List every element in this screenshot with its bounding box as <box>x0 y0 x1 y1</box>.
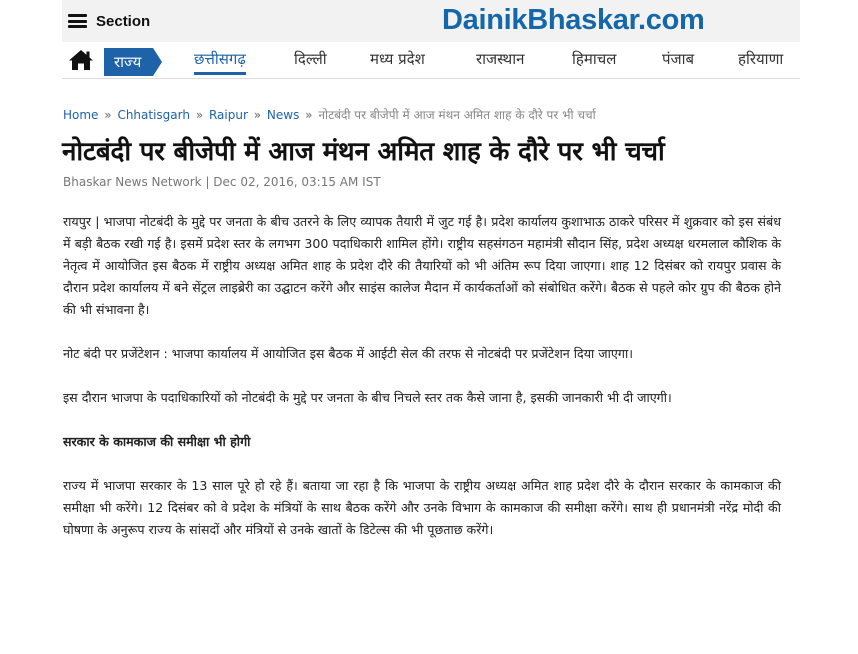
breadcrumb-separator: » <box>305 108 313 122</box>
top-bar <box>62 0 800 42</box>
breadcrumb <box>63 106 596 123</box>
article-subheading: सरकार के कामकाज की समीक्षा भी होगी <box>63 434 251 449</box>
logo-part-1: Dainik <box>442 4 528 36</box>
nav-item-madhya-pradesh[interactable]: मध्य प्रदेश <box>370 50 425 68</box>
article-headline: नोटबंदी पर बीजेपी में आज मंथन अमित शाह के दौरे पर भी चर्चा <box>62 137 665 167</box>
nav-item-delhi[interactable]: दिल्ली <box>294 50 327 68</box>
breadcrumb-separator: » <box>104 108 112 122</box>
state-tab-label: राज्य <box>114 53 142 71</box>
nav-item-punjab[interactable]: पंजाब <box>662 50 695 68</box>
article-body <box>63 211 781 541</box>
article-paragraph-4: राज्य में भाजपा सरकार के 13 साल पूरे हो रहे हैं। बताया जा रहा है कि भाजपा के राष्ट्रीय अध्यक्ष अमित शाह प्रदेश दौरे के दौरान सरकार के कामकाज की समीक्षा भी करेंगे। 12 दिसंबर को वे प्रदेश के मंत्रियों के साथ बैठक करेंगे और उनके विभाग के कामकाज की समीक्षा करेंगे। साथ ही प्रधानमंत्री नरेंद्र मोदी की घोषणा के अनुरूप राज्य के सांसदों और मंत्रियों से उनके खातों के डिटेल्स की भी पूछताछ करेंगे। <box>63 478 781 537</box>
breadcrumb-current: नोटबंदी पर बीजेपी में आज मंथन अमित शाह के दौरे पर भी चर्चा <box>318 108 596 122</box>
article-paragraph-2: नोट बंदी पर प्रजेंटेशन : भाजपा कार्यालय में आयोजित इस बैठक में आईटी सेल की तरफ से नोटबंदी पर प्रजेंटेशन दिया जाएगा। <box>63 346 634 361</box>
section-menu-button[interactable] <box>68 10 150 32</box>
section-label: Section <box>96 12 151 30</box>
hamburger-icon <box>68 14 87 28</box>
breadcrumb-news[interactable]: News <box>266 108 300 122</box>
breadcrumb-separator: » <box>253 108 262 122</box>
home-icon[interactable] <box>68 49 94 71</box>
breadcrumb-separator: » <box>195 108 204 122</box>
breadcrumb-home[interactable]: Home <box>63 108 99 122</box>
article-paragraph-1: रायपुर | भाजपा नोटबंदी के मुद्दे पर जनता के बीच उतरने के लिए व्यापक तैयारी में जुट गई है। प्रदेश कार्यालय कुशाभाऊ ठाकरे परिसर में शुक्रवार को इस संबंध में बड़ी बैठक रखी गई है। इसमें प्रदेश स्तर के लगभग 300 पदाधिकारी शामिल होंगे। राष्ट्रीय सहसंगठन महामंत्री सौदान सिंह, प्रदेश अध्यक्ष धरमलाल कौशिक के नेतृत्व में आयोजित इस बैठक में राष्ट्रीय अध्यक्ष अमित शाह के प्रदेश दौरे की तैयारियों को भी अंतिम रूप दिया जाएगा। शाह 12 दिसंबर को रायपुर प्रवास के दौरान प्रदेश कार्यालय में बने सेंट्रल लाइब्रेरी का उद्घाटन करेंगे और साइंस कालेज मैदान में कार्यकर्ताओं को संबोधित करेंगे। बैठक से पहले कोर ग्रुप की बैठक होने की भी संभावना है। <box>63 214 781 317</box>
breadcrumb-chhatisgarh[interactable]: Chhatisgarh <box>117 108 190 122</box>
site-logo[interactable] <box>442 4 704 37</box>
nav-item-rajasthan[interactable]: राजस्थान <box>476 50 525 68</box>
state-tab[interactable] <box>104 48 153 76</box>
nav-item-haryana[interactable]: हरियाणा <box>738 50 784 68</box>
article-byline: Bhaskar News Network | Dec 02, 2016, 03:15 AM IST <box>63 175 381 189</box>
breadcrumb-raipur[interactable]: Raipur <box>208 108 248 122</box>
article-paragraph-3: इस दौरान भाजपा के पदाधिकारियों को नोटबंदी के मुद्दे पर जनता के बीच निचले स्तर तक कैसे जाना है, इसकी जानकारी भी दी जाएगी। <box>63 390 672 405</box>
nav-item-chhattisgarh[interactable]: छत्तीसगढ़ <box>194 49 246 75</box>
state-nav-bar <box>62 42 800 79</box>
nav-item-himachal[interactable]: हिमाचल <box>572 50 617 68</box>
logo-part-2: Bhaskar.com <box>527 4 705 36</box>
